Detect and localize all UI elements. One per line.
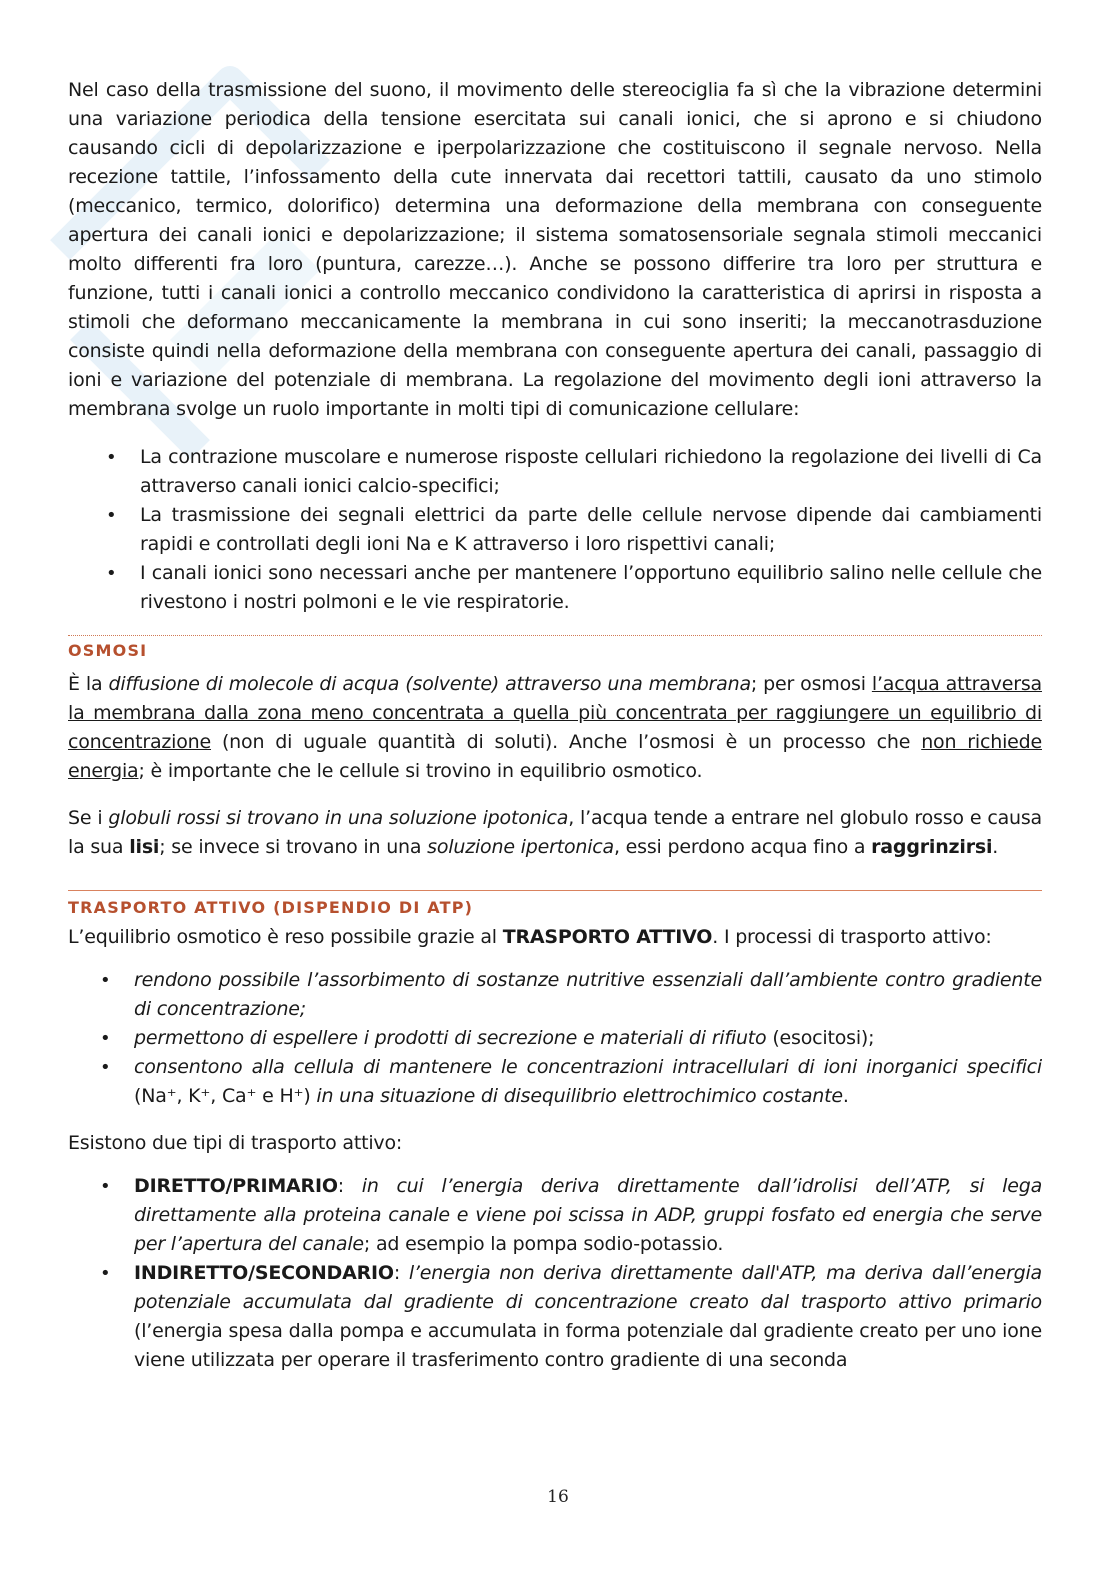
heading-trasporto-attivo: TRASPORTO ATTIVO (DISPENDIO DI ATP) xyxy=(68,898,474,917)
list-item: • La contrazione muscolare e numerose risposte cellulari richiedono la regolazione dei livelli di Ca attraverso canali ionici calcio-specifici; xyxy=(140,443,1042,501)
types-intro: Esistono due tipi di trasporto attivo: xyxy=(68,1132,403,1154)
document-page xyxy=(68,76,1042,1375)
section-divider xyxy=(68,890,1042,891)
osmosi-paragraph-1: È la diffusione di molecole di acqua (solvente) attraverso una membrana; per osmosi l’acqua attraversa la membrana dalla zona meno concentrata a quella più concentrata per raggiungere un equilibrio di concentrazione (non di uguale quantità di soluti). Anche l’osmosi è un processo che non richiede energia; è importante che le cellule si trovino in equilibrio osmotico. xyxy=(68,673,1042,782)
communication-list xyxy=(140,443,1042,617)
list-item: • La trasmissione dei segnali elettrici da parte delle cellule nervose dipende dai cambiamenti rapidi e controllati degli ioni Na e K attraverso i loro rispettivi canali; xyxy=(140,501,1042,559)
osmosi-paragraph-2: Se i globuli rossi si trovano in una soluzione ipotonica, l’acqua tende a entrare nel globulo rosso e causa la sua lisi; se invece si trovano in una soluzione ipertonica, essi perdono acqua fino a raggrinzirsi. xyxy=(68,807,1042,858)
processes-list xyxy=(134,966,1042,1111)
list-item: • I canali ionici sono necessari anche per mantenere l’opportuno equilibrio salino nelle cellule che rivestono i nostri polmoni e le vie respiratorie. xyxy=(140,559,1042,617)
section-divider xyxy=(68,635,1042,636)
page-number: 16 xyxy=(547,1487,569,1507)
list-item: • INDIRETTO/SECONDARIO: l’energia non deriva direttamente dall'ATP, ma deriva dall’energia potenziale accumulata dal gradiente di concentrazione creato dal trasporto attivo primario (l’energia spesa dalla pompa e accumulata in forma potenziale dal gradiente creato per uno ione viene utilizzata per operare il trasferimento contro gradiente di una seconda xyxy=(134,1259,1042,1375)
types-list xyxy=(134,1172,1042,1375)
list-item: • rendono possibile l’assorbimento di sostanze nutritive essenziali dall’ambiente contro gradiente di concentrazione; xyxy=(134,966,1042,1024)
trasporto-intro: L’equilibrio osmotico è reso possibile grazie al TRASPORTO ATTIVO. I processi di trasporto attivo: xyxy=(68,926,992,948)
intro-paragraph: Nel caso della trasmissione del suono, il movimento delle stereociglia fa sì che la vibrazione determini una variazione periodica della tensione esercitata sui canali ionici, che si aprono e si chiudono causando cicli di depolarizzazione e iperpolarizzazione che costituiscono il segnale nervoso. Nella recezione tattile, l’infossamento della cute innervata dai recettori tattili, causato da uno stimolo (meccanico, termico, dolorifico) determina una deformazione della membrana con conseguente apertura dei canali ionici e depolarizzazione; il sistema somatosensoriale segnala stimoli meccanici molto differenti fra loro (puntura, carezze…). Anche se possono differire tra loro per struttura e funzione, tutti i canali ionici a controllo meccanico condividono la caratteristica di aprirsi in risposta a stimoli che deformano meccanicamente la membrana in cui sono inseriti; la meccanotrasduzione consiste quindi nella deformazione della membrana con conseguente apertura dei canali, passaggio di ioni e variazione del potenziale di membrana. La regolazione del movimento degli ioni attraverso la membrana svolge un ruolo importante in molti tipi di comunicazione cellulare: xyxy=(68,79,1042,420)
list-item: • consentono alla cellula di mantenere le concentrazioni intracellulari di ioni inorganici specifici (Na⁺, K⁺, Ca⁺ e H⁺) in una situazione di disequilibrio elettrochimico costante. xyxy=(134,1053,1042,1111)
list-item: • DIRETTO/PRIMARIO: in cui l’energia deriva direttamente dall’idrolisi dell’ATP, si lega direttamente alla proteina canale e viene poi scissa in ADP, gruppi fosfato ed energia che serve per l’apertura del canale; ad esempio la pompa sodio-potassio. xyxy=(134,1172,1042,1259)
list-item: • permettono di espellere i prodotti di secrezione e materiali di rifiuto (esocitosi); xyxy=(134,1024,1042,1053)
heading-osmosi: OSMOSI xyxy=(68,641,148,660)
